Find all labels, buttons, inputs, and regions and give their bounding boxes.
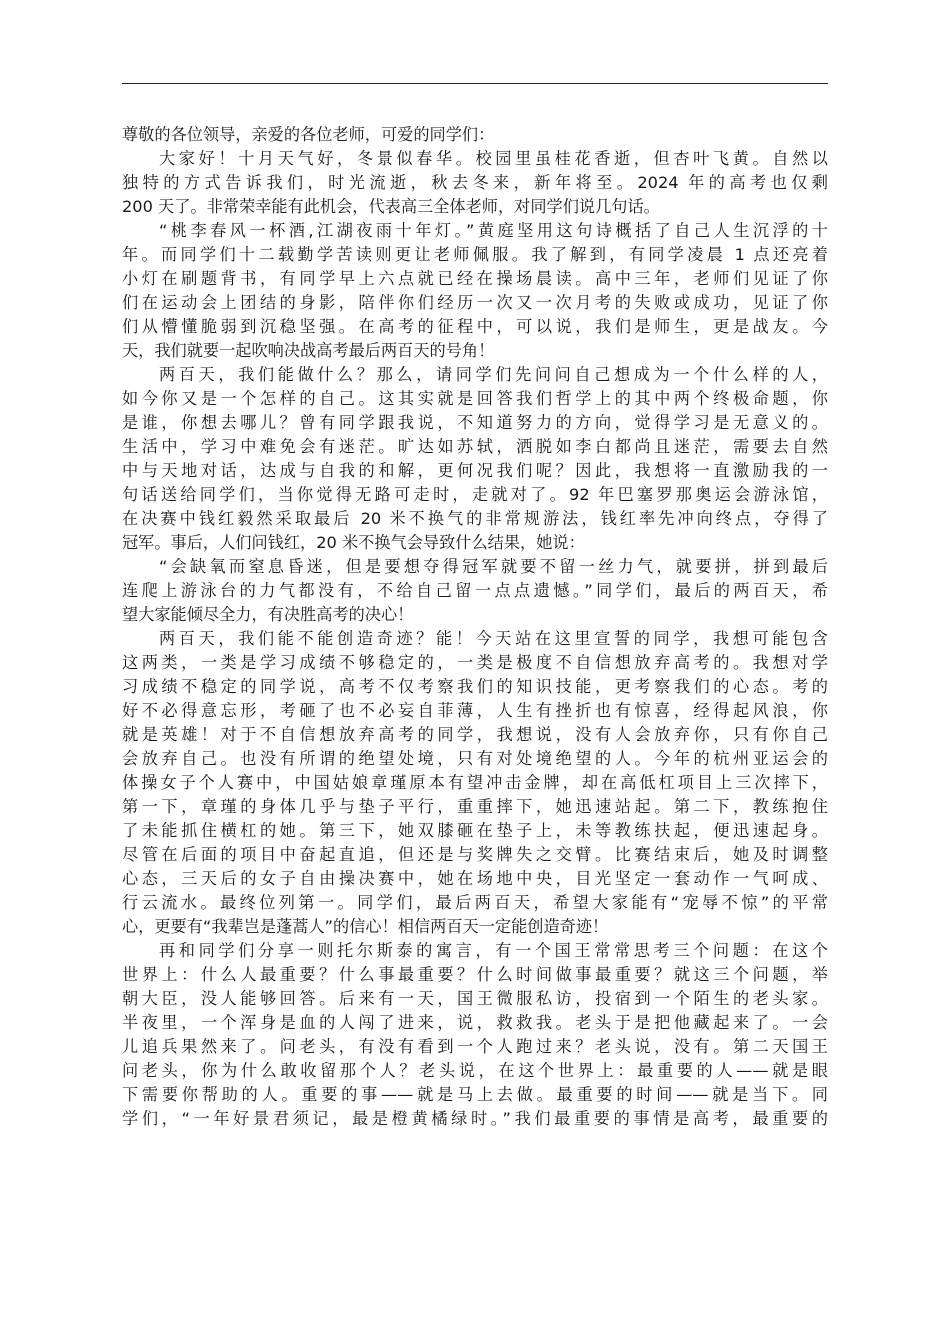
text-line: 望大家能倾尽全力，有决胜高考的决心！ — [122, 605, 414, 624]
paragraph-first-line: “桃李春风一杯酒,江湖夜雨十年灯。”黄庭坚用这句诗概括了自己人生沉浮的十 — [159, 221, 828, 240]
text-line: 体操女子个人赛中，中国姑娘章瑾原本有望冲击金牌，却在高低杠项目上三次摔下， — [122, 773, 828, 792]
header-rule — [122, 83, 828, 84]
text-line: 句话送给同学们，当你觉得无路可走时，走就对了。92 年巴塞罗那奥运会游泳馆， — [122, 485, 828, 504]
text-line: 心，更要有“我辈岂是蓬蒿人”的信心！相信两百天一定能创造奇迹！ — [122, 917, 609, 936]
text-line: 行云流水。最终位列第一。同学们，最后两百天，希望大家能有“宠辱不惊”的平常 — [122, 893, 828, 912]
text-line: 独特的方式告诉我们，时光流逝，秋去冬来，新年将至。2024 年的高考也仅剩 — [122, 173, 828, 192]
text-line: 问老头，你为什么敢收留那个人？老头说，在这个世界上：最重要的人——就是眼 — [122, 1061, 828, 1080]
paragraph-first-line: 大家好！十月天气好，冬景似春华。校园里虽桂花香逝，但杏叶飞黄。自然以 — [159, 149, 828, 168]
text-line: 半夜里，一个浑身是血的人闯了进来，说，救救我。老头于是把他藏起来了。一会 — [122, 1013, 828, 1032]
text-line: 了未能抓住横杠的她。第三下，她双膝砸在垫子上，未等教练扶起，便迅速起身。 — [122, 821, 828, 840]
text-line: 生活中，学习中难免会有迷茫。旷达如苏轼，洒脱如李白都尚且迷茫，需要去自然 — [122, 437, 828, 456]
text-line: 世界上：什么人最重要？什么事最重要？什么时间做事最重要？就这三个问题，举 — [122, 965, 828, 984]
text-line: 在决赛中钱红毅然采取最后 20 米不换气的非常规游法，钱红率先冲向终点，夺得了 — [122, 509, 828, 528]
text-line: 中与天地对话，达成与自我的和解，更何况我们呢？因此，我想将一直激励我的一 — [122, 461, 828, 480]
paragraph-first-line: 再和同学们分享一则托尔斯泰的寓言，有一个国王常常思考三个问题：在这个 — [159, 941, 828, 960]
text-line: 如今你又是一个怎样的自己。这其实就是回答我们哲学上的其中两个终极命题，你 — [122, 389, 828, 408]
text-line: 天，我们就要一起吹响决战高考最后两百天的号角！ — [122, 341, 495, 360]
text-line: 第一下，章瑾的身体几乎与垫子平行，重重摔下，她迅速站起。第二下，教练抱住 — [122, 797, 828, 816]
text-line: 年。而同学们十二载勤学苦读则更让老师佩服。我了解到，有同学凌晨 1 点还亮着 — [122, 245, 828, 264]
text-line: 小灯在刷题背书，有同学早上六点就已经在操场晨读。高中三年，老师们见证了你 — [122, 269, 828, 288]
paragraph-first-line: 两百天，我们能做什么？那么，请同学们先问问自己想成为一个什么样的人， — [159, 365, 828, 384]
paragraph-first-line: 两百天，我们能不能创造奇迹？能！今天站在这里宣誓的同学，我想可能包含 — [159, 629, 828, 648]
text-line: 习成绩不稳定的同学说，高考不仅考察我们的知识技能，更考察我们的心态。考的 — [122, 677, 828, 696]
text-line: 儿追兵果然来了。问老头，有没有看到一个人跑过来？老头说，没有。第二天国王 — [122, 1037, 828, 1056]
text-line: 会放弃自己。也没有所谓的绝望处境，只有对处境绝望的人。今年的杭州亚运会的 — [122, 749, 828, 768]
text-line: 尊敬的各位领导，亲爱的各位老师，可爱的同学们： — [122, 125, 495, 144]
text-line: 200 天了。非常荣幸能有此机会，代表高三全体老师，对同学们说几句话。 — [122, 197, 660, 216]
paragraph-first-line: “会缺氧而窒息昏迷，但是要想夺得冠军就要不留一丝力气，就要拼，拼到最后 — [159, 557, 828, 576]
text-line: 连爬上游泳台的力气都没有，不给自己留一点点遗憾。”同学们，最后的两百天，希 — [122, 581, 828, 600]
text-line: 下需要你帮助的人。重要的事——就是马上去做。最重要的时间——就是当下。同 — [122, 1085, 828, 1104]
text-line: 朝大臣，没人能够回答。后来有一天，国王微服私访，投宿到一个陌生的老头家。 — [122, 989, 828, 1008]
text-line: 尽管在后面的项目中奋起直追，但还是与奖牌失之交臂。比赛结束后，她及时调整 — [122, 845, 828, 864]
text-line: 们在运动会上团结的身影，陪伴你们经历一次又一次月考的失败或成功，见证了你 — [122, 293, 828, 312]
speech-body — [122, 123, 828, 1131]
text-line: 就是英雄！对于不自信想放弃高考的同学，我想说，没有人会放弃你，只有你自己 — [122, 725, 828, 744]
text-line: 学们，“一年好景君须记，最是橙黄橘绿时。”我们最重要的事情是高考，最重要的 — [122, 1109, 828, 1128]
text-line: 冠军。事后，人们问钱红，20 米不换气会导致什么结果，她说： — [122, 533, 585, 552]
text-line: 心态，三天后的女子自由操决赛中，她在场地中央，目光坚定一套动作一气呵成、 — [122, 869, 828, 888]
text-line: 是谁，你想去哪儿？曾有同学跟我说，不知道努力的方向，觉得学习是无意义的。 — [122, 413, 828, 432]
text-line: 这两类，一类是学习成绩不够稳定的，一类是极度不自信想放弃高考的。我想对学 — [122, 653, 828, 672]
text-line: 好不必得意忘形，考砸了也不必妄自菲薄，人生有挫折也有惊喜，经得起风浪，你 — [122, 701, 828, 720]
text-line: 们从懵懂脆弱到沉稳坚强。在高考的征程中，可以说，我们是师生，更是战友。今 — [122, 317, 828, 336]
